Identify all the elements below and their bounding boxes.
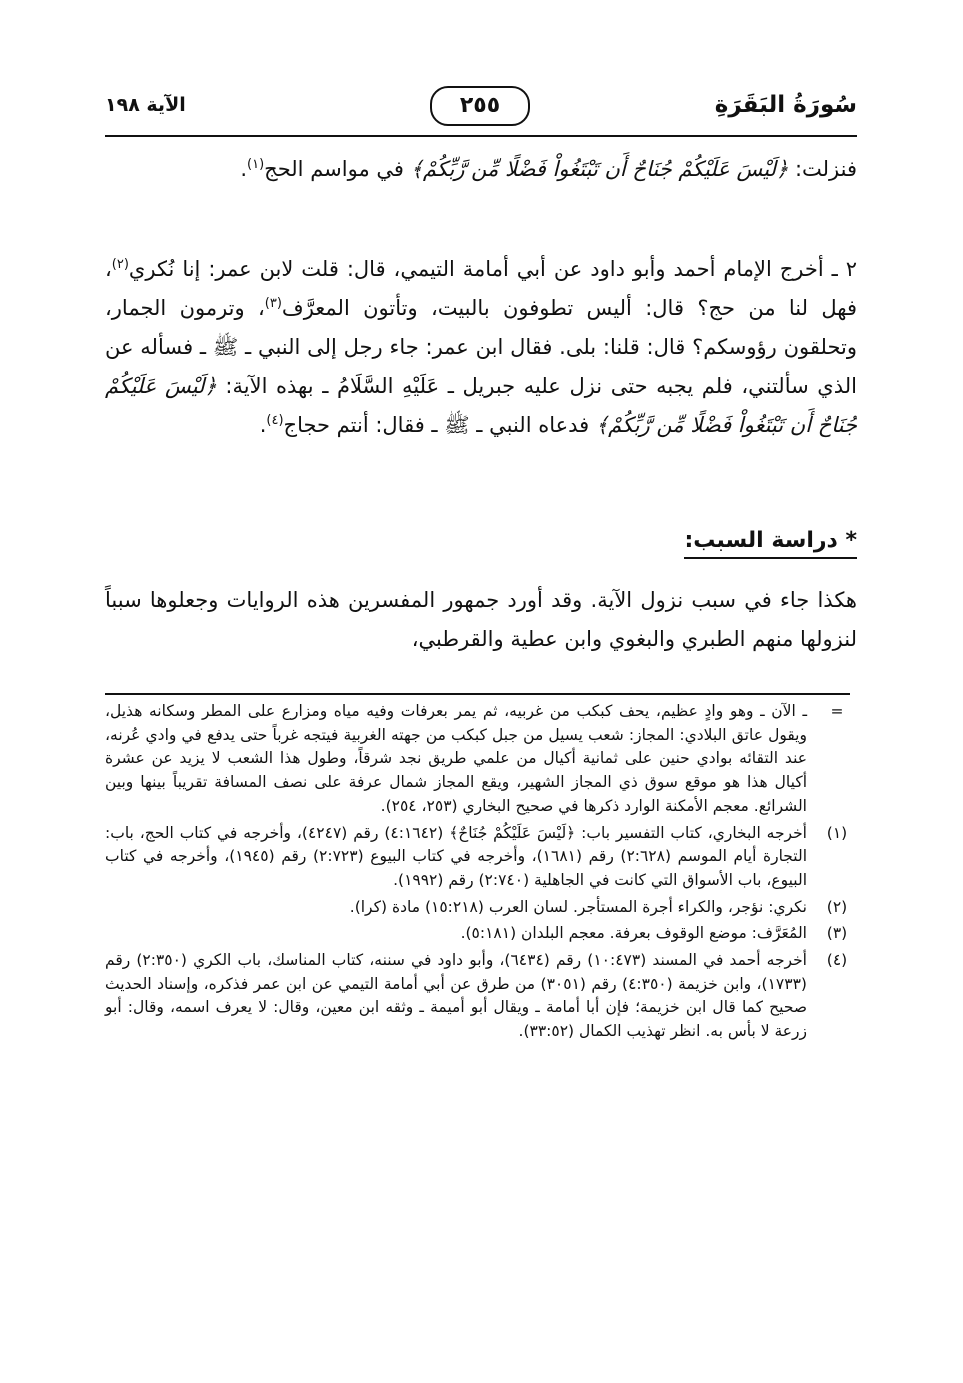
- footnote-marker: =: [830, 702, 844, 720]
- footnote-ref: (٣): [264, 296, 282, 311]
- quran-verse: ﴿لَيْسَ عَلَيْكُمْ جُنَاحٌ أَن تَبْتَغُواْ فَضْلًا مِّن رَّبِّكُمْ﴾: [410, 157, 789, 181]
- text: .: [240, 157, 248, 181]
- footnote-text: ـ الآن ـ وهو وادٍ عظيم، يحف كبكب من غربيه، ثم يمر بعرفات وفيه مياه ومزارع على المطر وسكانه هذيل، ويقول عاتق البلادي: المجاز: شعب يسيل من جبل كبكب من جهته الغربية فيتجه غرباً حتى يدفع في وادي عُرنه، عند التقائه بوادي حنين على ثمانية أكيال من علمي طريق نجد شرقاً، وطول هذا الشعب لا يزيد عن عشرة أكيال هذا هو موقع سوق ذي المجاز الشهير، ويقع المجاز شمال عرفة على نصف المسافة تقريباً بينها وبين الشرائع. معجم الأمكنة الوارد ذكرها في صحيح البخاري (٢٥٣، ٢٥٤).: [105, 702, 807, 815]
- surah-title: سُورَةُ البَقَرَةِ: [714, 92, 857, 118]
- footnote-marker: (٢): [826, 897, 848, 916]
- footnote-text: أخرجه البخاري، كتاب التفسير باب: ﴿لَيْسَ عَلَيْكُمْ جُنَاحٌ﴾ (٤:١٦٤٢) رقم (٤٢٤٧)، وأخرجه في كتاب الحج، باب: التجارة أيام الموسم (٢:٦٢٨) رقم (١٦٨١)، وأخرجه في كتاب البيوع (٢:٧٢٣) رقم (١٩٤٥)، وأخرجه في كتاب البيوع، باب الأسواق التي كانت في الجاهلية (٢:٧٤٠) رقم (١٩٩٢).: [105, 823, 807, 889]
- footnote-item: [105, 896, 857, 920]
- page-number: ٢٥٥: [430, 86, 530, 126]
- footnote-separator: [105, 693, 850, 695]
- footnote-item: [105, 949, 857, 1044]
- footnote-item: [105, 700, 857, 819]
- text: فنزلت:: [788, 157, 857, 181]
- footnote-marker: (٣): [826, 924, 848, 943]
- ayah-label: الآية ١٩٨: [105, 94, 186, 116]
- text: فدعاه النبي ـ ﷺ ـ فقال: أنتم حجاج: [283, 413, 596, 437]
- footnote-ref: (٤): [266, 413, 284, 428]
- footnote-ref: (٢): [111, 257, 129, 272]
- footnote-text: نكري: نؤجر، والكراء أجرة المستأجر. لسان العرب (١٥:٢١٨) مادة (كرا).: [349, 897, 807, 916]
- section-heading: * دراسة السبب:: [684, 528, 857, 559]
- header-rule: [105, 135, 857, 137]
- page-header: [105, 86, 857, 132]
- footnotes: [105, 700, 857, 1047]
- footnote-text: أخرجه أحمد في المسند (١٠:٤٧٣) رقم (٦٤٣٤)، وأبو داود في سننه، كتاب المناسك، باب الكري (٢:٣٥٠) رقم (١٧٣٣)، وابن خزيمة (٤:٣٥٠) رقم (٣٠٥١) من طرق عن أبي أمامة التيمي عن ابن عمر فذكره، وإسناد الحديث صحيح كما قال ابن خزيمة؛ فإن أبا أمامة ـ ويقال أبو أميمة ـ وثقه ابن معين، وقال: لا يعرف اسمه، وقال: أبو زرعة لا بأس به. انظر تهذيب الكمال (٣٣:٥٢).: [105, 951, 807, 1041]
- paragraph-study: هكذا جاء في سبب نزول الآية. وقد أورد جمهور المفسرين هذه الروايات وجعلوها سبباً لنزولها منهم الطبري والبغوي وابن عطية والقرطبي،: [105, 588, 857, 651]
- footnote-ref: (١): [247, 157, 265, 172]
- text: .: [259, 413, 267, 437]
- footnote-marker: (١): [826, 823, 848, 842]
- text: ، وترمون الجمار، وتحلقون رؤوسكم؟ قال: قلنا: بلى. فقال ابن عمر: جاء رجل إلى النبي ـ ﷺ ـ فسأله عن الذي سألتني، فلم يجبه حتى نزل عليه جبريل ـ عَلَيْهِ السَّلَامُ ـ بهذه الآية:: [105, 296, 858, 398]
- text: ٢ ـ أخرج الإمام أحمد وأبو داود عن أبي أمامة التيمي، قال: قلت لابن عمر: إنا نُكري: [128, 257, 857, 281]
- footnote-text: المُعَرَّف: موضع الوقوف بعرفة. معجم البلدان (٥:١٨١).: [460, 924, 807, 943]
- quran-verse: ﴿لَيْسَ عَلَيْكُمْ جُنَاحٌ أَن تَبْتَغُواْ فَضْلًا مِّن رَّبِّكُمْ﴾: [105, 374, 857, 437]
- footnote-item: [105, 922, 857, 946]
- paragraph-hadith: [105, 250, 857, 445]
- text: في مواسم الحج: [264, 157, 411, 181]
- paragraph-revelation: [105, 150, 857, 189]
- text: ، فهل لنا من حج؟ قال: أليس تطوفون بالبيت، وتأتون المعرَّف: [105, 257, 857, 320]
- footnote-item: [105, 822, 857, 893]
- footnote-marker: (٤): [826, 951, 848, 970]
